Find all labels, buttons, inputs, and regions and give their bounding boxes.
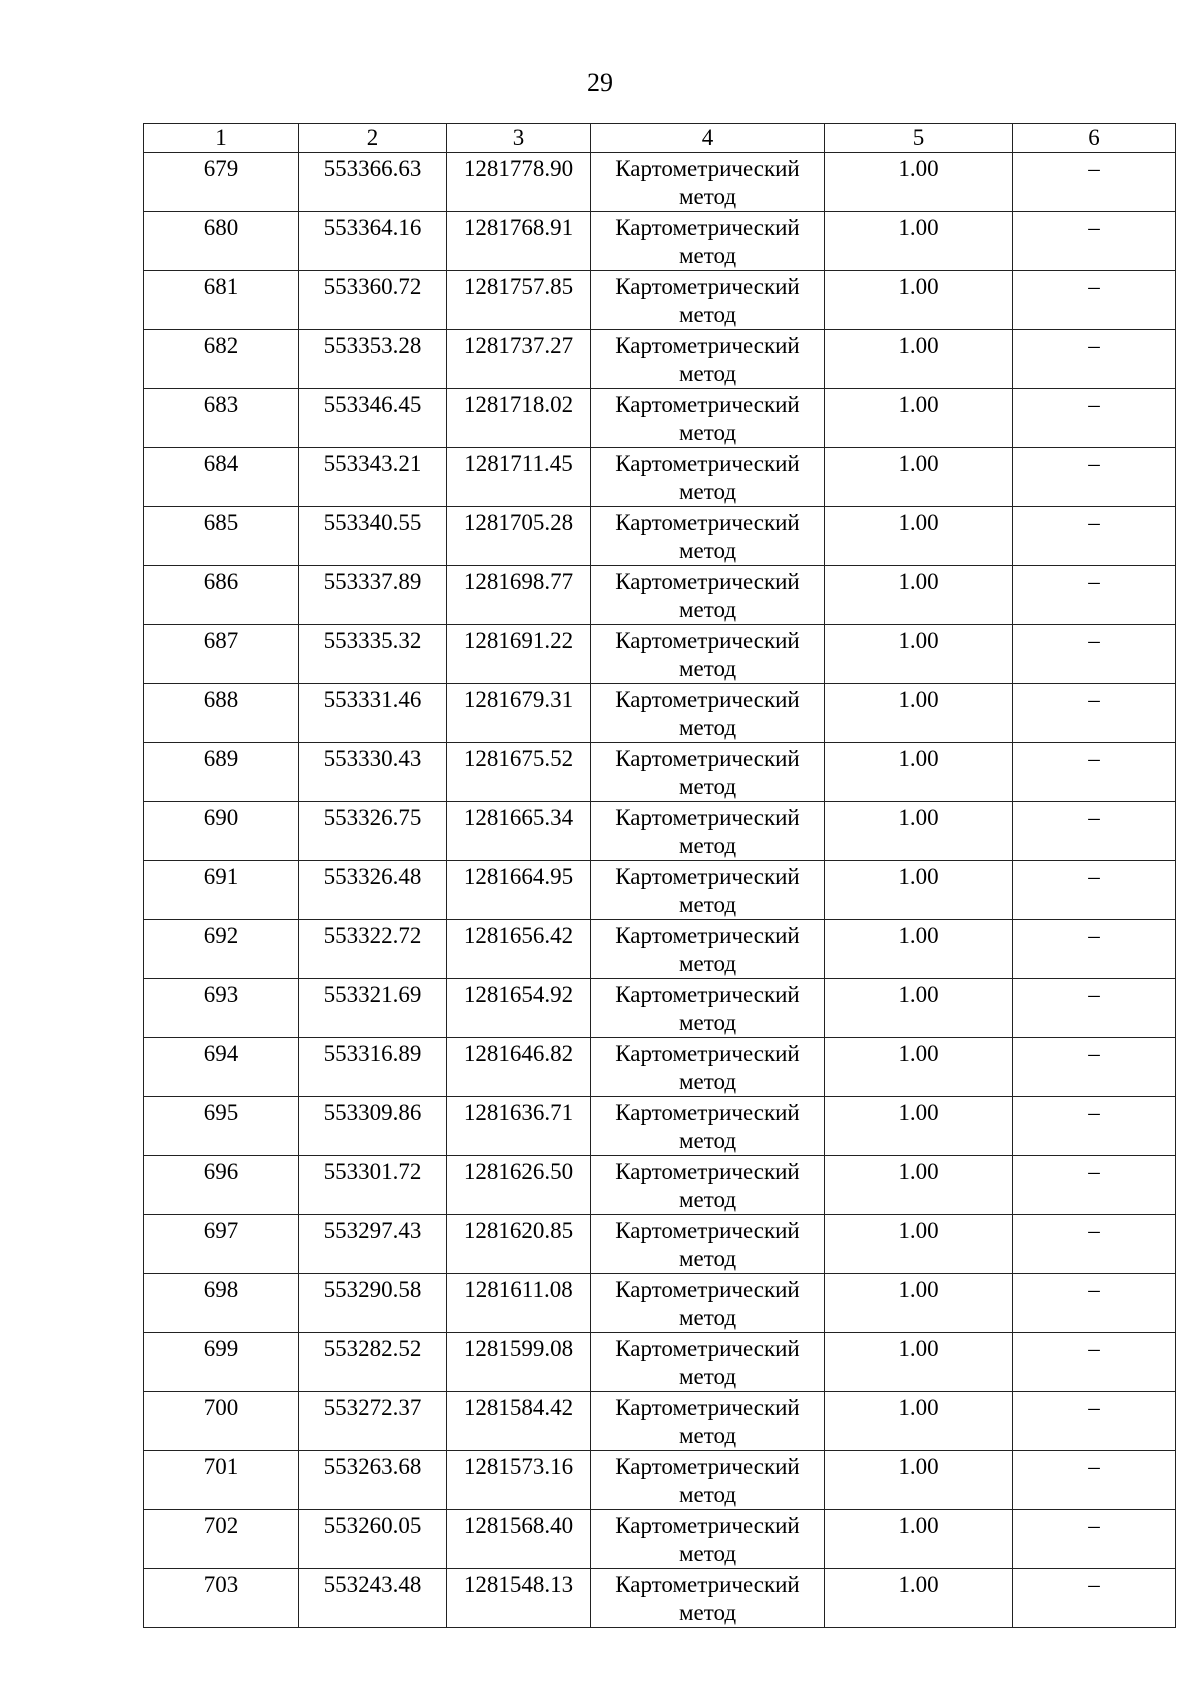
method-cell bbox=[591, 1569, 825, 1628]
method-cell bbox=[591, 1451, 825, 1510]
x-coordinate-cell: 553346.45 bbox=[299, 389, 447, 448]
column-header-2: 2 bbox=[299, 124, 447, 153]
y-coordinate-cell: 1281626.50 bbox=[447, 1156, 591, 1215]
method-cell bbox=[591, 1097, 825, 1156]
accuracy-cell: 1.00 bbox=[825, 1451, 1013, 1510]
method-line-1: Картометрический bbox=[615, 1041, 800, 1066]
accuracy-cell: 1.00 bbox=[825, 1333, 1013, 1392]
table-row bbox=[144, 507, 1176, 566]
accuracy-cell: 1.00 bbox=[825, 743, 1013, 802]
description-cell: – bbox=[1013, 389, 1176, 448]
x-coordinate-cell: 553260.05 bbox=[299, 1510, 447, 1569]
method-line-2: метод bbox=[678, 243, 737, 268]
accuracy-cell: 1.00 bbox=[825, 212, 1013, 271]
description-cell: – bbox=[1013, 1569, 1176, 1628]
description-cell: – bbox=[1013, 1038, 1176, 1097]
point-number-cell: 702 bbox=[144, 1510, 299, 1569]
table-row bbox=[144, 743, 1176, 802]
point-number-cell: 680 bbox=[144, 212, 299, 271]
description-cell: – bbox=[1013, 330, 1176, 389]
accuracy-cell: 1.00 bbox=[825, 330, 1013, 389]
method-line-1: Картометрический bbox=[615, 923, 800, 948]
x-coordinate-cell: 553343.21 bbox=[299, 448, 447, 507]
table-row bbox=[144, 1156, 1176, 1215]
x-coordinate-cell: 553297.43 bbox=[299, 1215, 447, 1274]
x-coordinate-cell: 553353.28 bbox=[299, 330, 447, 389]
method-cell bbox=[591, 743, 825, 802]
method-cell bbox=[591, 1274, 825, 1333]
method-cell bbox=[591, 684, 825, 743]
accuracy-cell: 1.00 bbox=[825, 1097, 1013, 1156]
x-coordinate-cell: 553337.89 bbox=[299, 566, 447, 625]
point-number-cell: 681 bbox=[144, 271, 299, 330]
description-cell: – bbox=[1013, 625, 1176, 684]
point-number-cell: 679 bbox=[144, 153, 299, 212]
method-line-1: Картометрический bbox=[615, 982, 800, 1007]
method-line-1: Картометрический bbox=[615, 510, 800, 535]
description-cell: – bbox=[1013, 861, 1176, 920]
method-line-2: метод bbox=[678, 1541, 737, 1566]
method-line-1: Картометрический bbox=[615, 1218, 800, 1243]
method-cell bbox=[591, 448, 825, 507]
method-cell bbox=[591, 153, 825, 212]
column-header-1: 1 bbox=[144, 124, 299, 153]
method-line-2: метод bbox=[678, 715, 737, 740]
table-row bbox=[144, 566, 1176, 625]
description-cell: – bbox=[1013, 1392, 1176, 1451]
method-cell bbox=[591, 1510, 825, 1569]
point-number-cell: 688 bbox=[144, 684, 299, 743]
y-coordinate-cell: 1281768.91 bbox=[447, 212, 591, 271]
accuracy-cell: 1.00 bbox=[825, 153, 1013, 212]
y-coordinate-cell: 1281698.77 bbox=[447, 566, 591, 625]
y-coordinate-cell: 1281778.90 bbox=[447, 153, 591, 212]
y-coordinate-cell: 1281548.13 bbox=[447, 1569, 591, 1628]
method-cell bbox=[591, 1038, 825, 1097]
method-line-1: Картометрический bbox=[615, 1395, 800, 1420]
y-coordinate-cell: 1281718.02 bbox=[447, 389, 591, 448]
table-row bbox=[144, 1215, 1176, 1274]
table-row bbox=[144, 861, 1176, 920]
method-line-1: Картометрический bbox=[615, 687, 800, 712]
accuracy-cell: 1.00 bbox=[825, 1156, 1013, 1215]
x-coordinate-cell: 553243.48 bbox=[299, 1569, 447, 1628]
accuracy-cell: 1.00 bbox=[825, 979, 1013, 1038]
method-line-1: Картометрический bbox=[615, 1159, 800, 1184]
method-line-2: метод bbox=[678, 1482, 737, 1507]
point-number-cell: 686 bbox=[144, 566, 299, 625]
y-coordinate-cell: 1281675.52 bbox=[447, 743, 591, 802]
x-coordinate-cell: 553331.46 bbox=[299, 684, 447, 743]
accuracy-cell: 1.00 bbox=[825, 1274, 1013, 1333]
point-number-cell: 685 bbox=[144, 507, 299, 566]
accuracy-cell: 1.00 bbox=[825, 271, 1013, 330]
accuracy-cell: 1.00 bbox=[825, 389, 1013, 448]
method-line-2: метод bbox=[678, 833, 737, 858]
y-coordinate-cell: 1281573.16 bbox=[447, 1451, 591, 1510]
x-coordinate-cell: 553326.75 bbox=[299, 802, 447, 861]
coordinates-table bbox=[143, 123, 1176, 1628]
method-line-1: Картометрический bbox=[615, 392, 800, 417]
method-line-2: метод bbox=[678, 1069, 737, 1094]
point-number-cell: 691 bbox=[144, 861, 299, 920]
point-number-cell: 694 bbox=[144, 1038, 299, 1097]
column-header-6: 6 bbox=[1013, 124, 1176, 153]
y-coordinate-cell: 1281636.71 bbox=[447, 1097, 591, 1156]
table-row bbox=[144, 1274, 1176, 1333]
table-row bbox=[144, 684, 1176, 743]
x-coordinate-cell: 553309.86 bbox=[299, 1097, 447, 1156]
y-coordinate-cell: 1281679.31 bbox=[447, 684, 591, 743]
table-row bbox=[144, 389, 1176, 448]
point-number-cell: 695 bbox=[144, 1097, 299, 1156]
table-row bbox=[144, 448, 1176, 507]
accuracy-cell: 1.00 bbox=[825, 507, 1013, 566]
method-line-2: метод bbox=[678, 1187, 737, 1212]
method-line-1: Картометрический bbox=[615, 805, 800, 830]
y-coordinate-cell: 1281620.85 bbox=[447, 1215, 591, 1274]
description-cell: – bbox=[1013, 1156, 1176, 1215]
description-cell: – bbox=[1013, 743, 1176, 802]
accuracy-cell: 1.00 bbox=[825, 1392, 1013, 1451]
page-number: 29 bbox=[587, 68, 613, 97]
table-header-row bbox=[144, 124, 1176, 153]
y-coordinate-cell: 1281646.82 bbox=[447, 1038, 591, 1097]
description-cell: – bbox=[1013, 212, 1176, 271]
table-body bbox=[144, 153, 1176, 1628]
method-line-1: Картометрический bbox=[615, 1100, 800, 1125]
method-line-1: Картометрический bbox=[615, 864, 800, 889]
accuracy-cell: 1.00 bbox=[825, 920, 1013, 979]
y-coordinate-cell: 1281705.28 bbox=[447, 507, 591, 566]
point-number-cell: 699 bbox=[144, 1333, 299, 1392]
accuracy-cell: 1.00 bbox=[825, 684, 1013, 743]
x-coordinate-cell: 553360.72 bbox=[299, 271, 447, 330]
point-number-cell: 700 bbox=[144, 1392, 299, 1451]
point-number-cell: 689 bbox=[144, 743, 299, 802]
method-line-1: Картометрический bbox=[615, 746, 800, 771]
method-cell bbox=[591, 920, 825, 979]
method-line-2: метод bbox=[678, 1010, 737, 1035]
method-line-2: метод bbox=[678, 951, 737, 976]
table-row bbox=[144, 271, 1176, 330]
method-line-2: метод bbox=[678, 1128, 737, 1153]
method-cell bbox=[591, 1215, 825, 1274]
accuracy-cell: 1.00 bbox=[825, 625, 1013, 684]
table-row bbox=[144, 920, 1176, 979]
description-cell: – bbox=[1013, 1451, 1176, 1510]
table-row bbox=[144, 625, 1176, 684]
y-coordinate-cell: 1281611.08 bbox=[447, 1274, 591, 1333]
table-row bbox=[144, 1392, 1176, 1451]
method-line-2: метод bbox=[678, 1364, 737, 1389]
method-line-2: метод bbox=[678, 1423, 737, 1448]
y-coordinate-cell: 1281665.34 bbox=[447, 802, 591, 861]
y-coordinate-cell: 1281584.42 bbox=[447, 1392, 591, 1451]
description-cell: – bbox=[1013, 507, 1176, 566]
x-coordinate-cell: 553330.43 bbox=[299, 743, 447, 802]
table-row bbox=[144, 1038, 1176, 1097]
method-cell bbox=[591, 212, 825, 271]
method-line-1: Картометрический bbox=[615, 274, 800, 299]
description-cell: – bbox=[1013, 920, 1176, 979]
description-cell: – bbox=[1013, 979, 1176, 1038]
point-number-cell: 703 bbox=[144, 1569, 299, 1628]
point-number-cell: 697 bbox=[144, 1215, 299, 1274]
accuracy-cell: 1.00 bbox=[825, 566, 1013, 625]
x-coordinate-cell: 553272.37 bbox=[299, 1392, 447, 1451]
description-cell: – bbox=[1013, 566, 1176, 625]
y-coordinate-cell: 1281757.85 bbox=[447, 271, 591, 330]
method-line-2: метод bbox=[678, 1246, 737, 1271]
y-coordinate-cell: 1281654.92 bbox=[447, 979, 591, 1038]
x-coordinate-cell: 553366.63 bbox=[299, 153, 447, 212]
y-coordinate-cell: 1281568.40 bbox=[447, 1510, 591, 1569]
method-line-1: Картометрический bbox=[615, 333, 800, 358]
point-number-cell: 701 bbox=[144, 1451, 299, 1510]
column-header-4: 4 bbox=[591, 124, 825, 153]
x-coordinate-cell: 553335.32 bbox=[299, 625, 447, 684]
table-row bbox=[144, 1451, 1176, 1510]
description-cell: – bbox=[1013, 1510, 1176, 1569]
method-cell bbox=[591, 389, 825, 448]
y-coordinate-cell: 1281656.42 bbox=[447, 920, 591, 979]
x-coordinate-cell: 553326.48 bbox=[299, 861, 447, 920]
description-cell: – bbox=[1013, 1274, 1176, 1333]
x-coordinate-cell: 553282.52 bbox=[299, 1333, 447, 1392]
y-coordinate-cell: 1281599.08 bbox=[447, 1333, 591, 1392]
method-cell bbox=[591, 330, 825, 389]
method-line-2: метод bbox=[678, 774, 737, 799]
x-coordinate-cell: 553301.72 bbox=[299, 1156, 447, 1215]
x-coordinate-cell: 553321.69 bbox=[299, 979, 447, 1038]
x-coordinate-cell: 553290.58 bbox=[299, 1274, 447, 1333]
table-row bbox=[144, 802, 1176, 861]
method-cell bbox=[591, 566, 825, 625]
y-coordinate-cell: 1281664.95 bbox=[447, 861, 591, 920]
method-line-1: Картометрический bbox=[615, 569, 800, 594]
y-coordinate-cell: 1281691.22 bbox=[447, 625, 591, 684]
point-number-cell: 690 bbox=[144, 802, 299, 861]
method-line-1: Картометрический bbox=[615, 1454, 800, 1479]
point-number-cell: 696 bbox=[144, 1156, 299, 1215]
table-row bbox=[144, 212, 1176, 271]
method-cell bbox=[591, 1156, 825, 1215]
accuracy-cell: 1.00 bbox=[825, 861, 1013, 920]
method-line-2: метод bbox=[678, 656, 737, 681]
method-cell bbox=[591, 1392, 825, 1451]
x-coordinate-cell: 553322.72 bbox=[299, 920, 447, 979]
point-number-cell: 684 bbox=[144, 448, 299, 507]
method-line-2: метод bbox=[678, 1600, 737, 1625]
method-cell bbox=[591, 979, 825, 1038]
method-line-1: Картометрический bbox=[615, 451, 800, 476]
description-cell: – bbox=[1013, 802, 1176, 861]
method-line-1: Картометрический bbox=[615, 156, 800, 181]
point-number-cell: 692 bbox=[144, 920, 299, 979]
method-line-2: метод bbox=[678, 479, 737, 504]
point-number-cell: 683 bbox=[144, 389, 299, 448]
point-number-cell: 693 bbox=[144, 979, 299, 1038]
description-cell: – bbox=[1013, 684, 1176, 743]
method-line-1: Картометрический bbox=[615, 1336, 800, 1361]
method-line-2: метод bbox=[678, 184, 737, 209]
method-line-1: Картометрический bbox=[615, 1277, 800, 1302]
accuracy-cell: 1.00 bbox=[825, 1038, 1013, 1097]
description-cell: – bbox=[1013, 1333, 1176, 1392]
method-line-2: метод bbox=[678, 361, 737, 386]
method-cell bbox=[591, 625, 825, 684]
description-cell: – bbox=[1013, 153, 1176, 212]
method-cell bbox=[591, 802, 825, 861]
point-number-cell: 682 bbox=[144, 330, 299, 389]
point-number-cell: 698 bbox=[144, 1274, 299, 1333]
table-row bbox=[144, 1333, 1176, 1392]
method-line-2: метод bbox=[678, 597, 737, 622]
method-line-1: Картометрический bbox=[615, 1572, 800, 1597]
accuracy-cell: 1.00 bbox=[825, 802, 1013, 861]
point-number-cell: 687 bbox=[144, 625, 299, 684]
table-row bbox=[144, 1510, 1176, 1569]
description-cell: – bbox=[1013, 271, 1176, 330]
method-cell bbox=[591, 1333, 825, 1392]
column-header-3: 3 bbox=[447, 124, 591, 153]
table-row bbox=[144, 1569, 1176, 1628]
description-cell: – bbox=[1013, 1097, 1176, 1156]
description-cell: – bbox=[1013, 448, 1176, 507]
method-cell bbox=[591, 507, 825, 566]
method-line-2: метод bbox=[678, 1305, 737, 1330]
table-row bbox=[144, 153, 1176, 212]
method-line-2: метод bbox=[678, 538, 737, 563]
table-row bbox=[144, 1097, 1176, 1156]
y-coordinate-cell: 1281711.45 bbox=[447, 448, 591, 507]
x-coordinate-cell: 553263.68 bbox=[299, 1451, 447, 1510]
method-line-2: метод bbox=[678, 302, 737, 327]
x-coordinate-cell: 553316.89 bbox=[299, 1038, 447, 1097]
column-header-5: 5 bbox=[825, 124, 1013, 153]
accuracy-cell: 1.00 bbox=[825, 1569, 1013, 1628]
method-line-2: метод bbox=[678, 892, 737, 917]
table-row bbox=[144, 979, 1176, 1038]
x-coordinate-cell: 553364.16 bbox=[299, 212, 447, 271]
description-cell: – bbox=[1013, 1215, 1176, 1274]
method-cell bbox=[591, 861, 825, 920]
y-coordinate-cell: 1281737.27 bbox=[447, 330, 591, 389]
accuracy-cell: 1.00 bbox=[825, 1215, 1013, 1274]
x-coordinate-cell: 553340.55 bbox=[299, 507, 447, 566]
accuracy-cell: 1.00 bbox=[825, 448, 1013, 507]
method-line-2: метод bbox=[678, 420, 737, 445]
table-row bbox=[144, 330, 1176, 389]
method-cell bbox=[591, 271, 825, 330]
method-line-1: Картометрический bbox=[615, 628, 800, 653]
accuracy-cell: 1.00 bbox=[825, 1510, 1013, 1569]
method-line-1: Картометрический bbox=[615, 1513, 800, 1538]
method-line-1: Картометрический bbox=[615, 215, 800, 240]
